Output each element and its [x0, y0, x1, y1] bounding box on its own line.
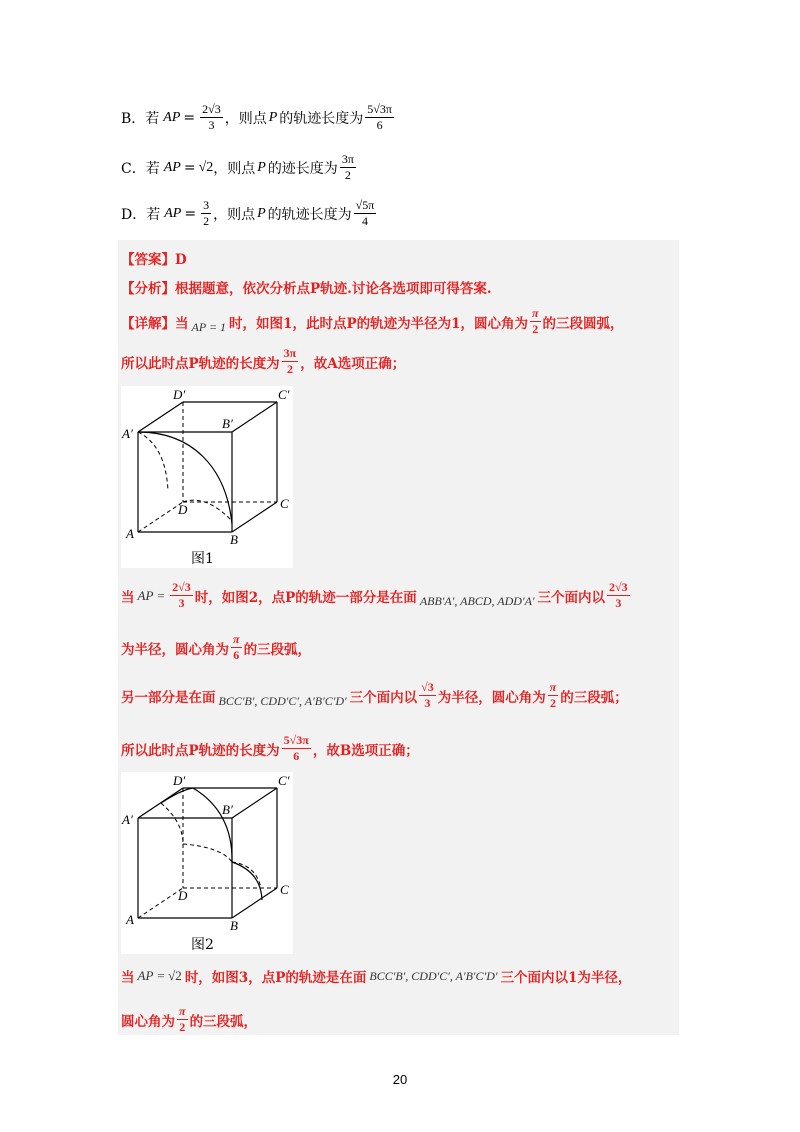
- answer-line: 【答案】D: [121, 252, 187, 268]
- option-c: [121, 152, 358, 183]
- frac-num: 2√3: [172, 580, 191, 594]
- option-d-ap: AP: [164, 205, 182, 221]
- frac-num: 3π: [283, 346, 297, 360]
- frac-den: 2: [344, 168, 351, 182]
- option-b-text: ，则点: [224, 110, 267, 127]
- label-a: A: [126, 912, 134, 927]
- frac-den: 2: [550, 696, 556, 710]
- label-a: A: [126, 526, 134, 541]
- option-d-eq: =: [184, 205, 197, 222]
- label-c1: C′: [278, 387, 290, 402]
- option-d-answer-frac: [354, 198, 377, 229]
- frac-num: √5π: [355, 198, 375, 212]
- label-c1: C′: [278, 773, 290, 788]
- text: ，故B选项正确；: [312, 742, 419, 759]
- detail-line-2: [121, 346, 405, 377]
- frac-2sqrt3-3b: [607, 580, 630, 611]
- text: 的三段弧，: [189, 1013, 258, 1030]
- frac-num: π: [179, 1004, 186, 1018]
- math-faces: BCC′B′, CDD′C′, A′B′C′D′: [369, 968, 498, 983]
- math-faces: BCC′B′, CDD′C′, A′B′C′D′: [218, 694, 347, 708]
- frac-num: 2√3: [609, 580, 628, 594]
- text: 为半径，圆心角为: [437, 689, 546, 706]
- option-b-label: B．若: [121, 110, 160, 127]
- frac-den: 2: [179, 1020, 186, 1034]
- text: 所以此时点P轨迹的长度为: [121, 742, 280, 759]
- math-ap: AP =: [137, 968, 166, 983]
- figure-1: [121, 386, 293, 568]
- label-a1: A′: [122, 812, 133, 827]
- text: 的三段圆弧，: [542, 315, 624, 332]
- frac-den: 3: [424, 696, 431, 710]
- frac-pi-2c: [177, 1004, 188, 1035]
- option-d-p: P: [257, 205, 266, 221]
- text: 为半径，圆心角为: [121, 641, 229, 658]
- option-c-val: √2: [198, 159, 214, 175]
- option-b-eq: =: [183, 109, 196, 126]
- option-c-answer-frac: [340, 152, 356, 183]
- cube-diagram-2: [121, 772, 293, 954]
- option-d-text: ，则点: [213, 206, 256, 223]
- math-sqrt2: √2: [168, 968, 182, 983]
- option-c-p: P: [257, 159, 266, 175]
- frac-den: 3: [615, 596, 622, 610]
- detail-line-1: [121, 306, 624, 337]
- figure-2-caption: 图2: [191, 937, 214, 953]
- text: 所以此时点P轨迹的长度为: [121, 355, 280, 372]
- label-d1: D′: [173, 387, 186, 402]
- figure-2: [121, 772, 293, 954]
- text: 时，如图2，点P的轨迹一部分是在面: [194, 589, 417, 606]
- label-d: D: [178, 502, 188, 517]
- frac-2sqrt3-3: [170, 580, 193, 611]
- option-b-text2: 的轨迹长度为: [279, 110, 364, 127]
- label-c: C: [280, 496, 289, 511]
- option-b-ap: AP: [163, 109, 181, 125]
- frac-num: 3π: [341, 152, 354, 166]
- frac-3pi-2: [282, 346, 299, 377]
- frac-num: √3: [421, 680, 434, 694]
- frac-num: 2√3: [202, 102, 221, 116]
- text: ，故A选项正确；: [300, 355, 406, 372]
- frac-pi-2b: [548, 680, 559, 711]
- frac-den: 2: [286, 362, 293, 376]
- option-c-label: C．若: [121, 160, 160, 177]
- math-faces: ABB′A′, ABCD, ADD′A′: [419, 594, 535, 608]
- math-ap: AP =: [137, 587, 166, 603]
- detail-line-7: [121, 966, 631, 986]
- option-b: [121, 102, 396, 133]
- text: 当: [121, 589, 135, 606]
- option-c-text: ，则点: [213, 160, 256, 177]
- frac-den: 6: [233, 648, 240, 662]
- frac-den: 3: [178, 596, 185, 610]
- text: 当: [121, 970, 135, 986]
- frac-den: 4: [361, 214, 368, 228]
- detail-line-5: [121, 680, 628, 711]
- detail-line-3: [121, 580, 632, 611]
- option-d: [121, 198, 378, 229]
- label-d1: D′: [173, 773, 186, 788]
- label-b: B: [230, 918, 238, 933]
- figure-1-caption: 图1: [191, 551, 214, 567]
- text: 的三段弧，: [243, 641, 312, 658]
- option-d-text2: 的轨迹长度为: [267, 206, 352, 223]
- option-b-answer-frac: [365, 102, 394, 133]
- text: 时，如图3，点P的轨迹是在面: [184, 970, 367, 986]
- frac-num: π: [531, 306, 539, 320]
- option-b-frac: [200, 102, 223, 133]
- label-b1: B′: [222, 416, 233, 431]
- frac-num: π: [233, 632, 240, 646]
- math-ap: AP = 1: [191, 320, 227, 334]
- analysis-line: 【分析】根据题意，依次分析点P轨迹.讨论各选项即可得答案.: [121, 281, 492, 297]
- label-b: B: [230, 532, 238, 547]
- option-c-ap: AP: [163, 159, 181, 175]
- text: 另一部分是在面: [121, 689, 216, 706]
- frac-sqrt3-3: [419, 680, 436, 711]
- frac-den: 6: [376, 118, 383, 132]
- frac-den: 2: [203, 214, 210, 228]
- frac-num: 5√3π: [283, 733, 309, 747]
- option-c-text2: 的迹长度为: [267, 160, 338, 177]
- option-b-p: P: [268, 109, 278, 125]
- label-a1: A′: [122, 426, 133, 441]
- frac-num: 5√3π: [367, 102, 392, 116]
- frac-pi-2: [530, 306, 541, 337]
- text: 三个面内以: [349, 689, 418, 706]
- text: 【详解】当: [121, 315, 189, 332]
- option-d-frac: [201, 198, 211, 229]
- option-d-label: D．若: [121, 206, 161, 223]
- frac-num: 3: [203, 198, 210, 212]
- frac-pi-6: [231, 632, 242, 663]
- text: 时，如图1，此时点P的轨迹为半径为1，圆心角为: [229, 315, 528, 332]
- text: 圆心角为: [121, 1013, 175, 1030]
- label-b1: B′: [222, 802, 233, 817]
- text: 的三段弧；: [560, 689, 628, 706]
- frac-den: 2: [532, 322, 539, 336]
- label-c: C: [280, 882, 289, 897]
- label-d: D: [178, 888, 188, 903]
- cube-diagram-1: [121, 386, 293, 568]
- frac-den: 3: [208, 118, 215, 132]
- frac-5sqrt3pi-6: [282, 733, 311, 764]
- text: 三个面内以1为半径，: [500, 970, 632, 986]
- page-number: 20: [392, 1072, 408, 1087]
- frac-den: 6: [293, 749, 300, 763]
- option-c-eq: =: [183, 159, 196, 176]
- detail-line-4: [121, 632, 311, 663]
- text: 三个面内以: [537, 589, 606, 606]
- detail-line-8: [121, 1004, 257, 1035]
- detail-line-6: [121, 733, 419, 764]
- frac-num: π: [549, 680, 557, 694]
